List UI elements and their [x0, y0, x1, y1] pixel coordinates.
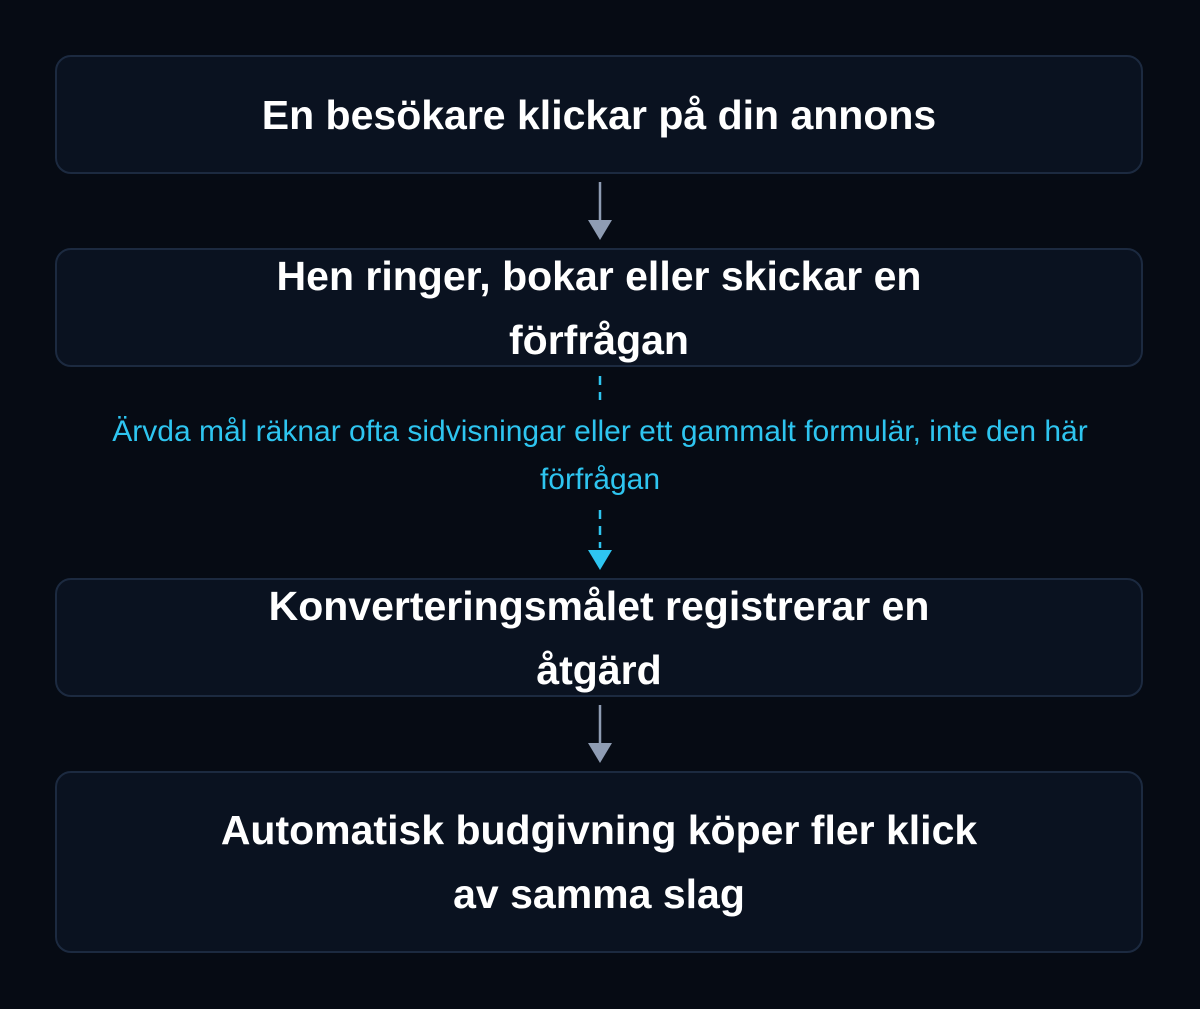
- arrow-step3-to-step4: [588, 705, 612, 763]
- flow-step-label: Hen ringer, bokar eller skickar en förfrågan: [276, 252, 922, 363]
- flow-step-visitor-contacts: [55, 248, 1143, 367]
- flow-step-label: En besökare klickar på din annons: [261, 91, 937, 138]
- arrow-step1-to-step2: [588, 182, 612, 240]
- flow-step-visitor-clicks-ad: [55, 55, 1143, 174]
- flow-step-label: Konverteringsmålet registrerar en åtgärd: [268, 582, 930, 693]
- flow-step-label: Automatisk budgivning köper fler klick av samma slag: [220, 807, 978, 917]
- flow-step-auto-bidding-buys-clicks: [55, 771, 1143, 953]
- annotation-inherited-goals-warning: Ärvda mål räknar ofta sidvisningar eller ett gammalt formulär, inte den här förfrågan: [112, 415, 1088, 496]
- flow-step-conversion-goal-records: [55, 578, 1143, 697]
